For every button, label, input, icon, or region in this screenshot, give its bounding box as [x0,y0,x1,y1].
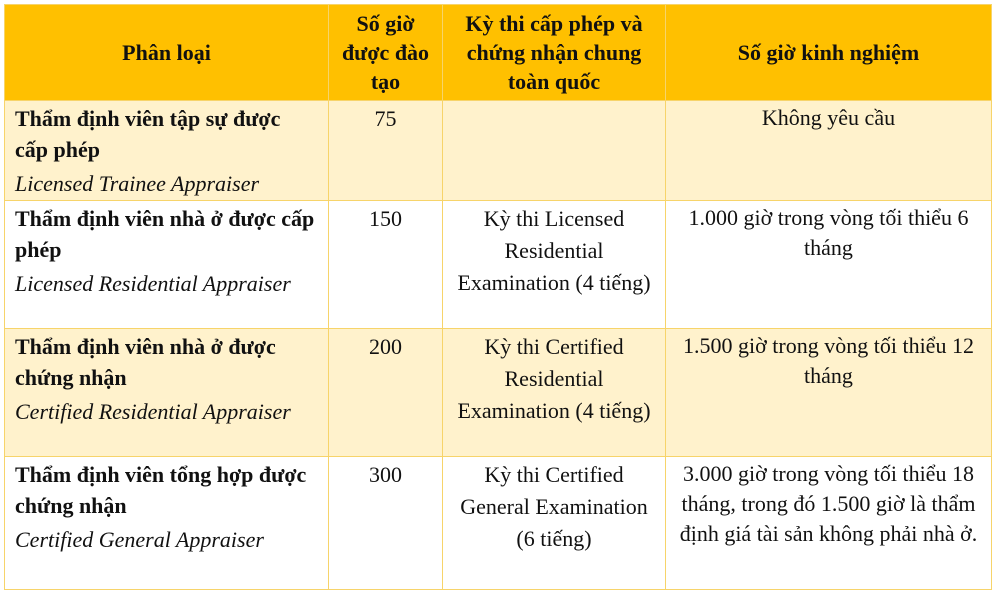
category-vn: Thẩm định viên tập sự được cấp phép [15,106,281,162]
table-row [5,329,992,457]
table-row [5,201,992,329]
experience-cell: Không yêu cầu [666,101,992,201]
category-en: Licensed Residential Appraiser [15,271,291,296]
table-row [5,457,992,590]
category-cell [5,457,329,590]
appraiser-requirements-table [4,4,992,590]
category-cell [5,329,329,457]
category-vn: Thẩm định viên tổng hợp được chứng nhận [15,462,307,518]
header-category: Phân loại [5,5,329,101]
header-row [5,5,992,101]
header-training-hours: Số giờ được đào tạo [329,5,443,101]
category-en: Certified Residential Appraiser [15,399,291,424]
experience-cell: 1.500 giờ trong vòng tối thiểu 12 tháng [666,329,992,457]
category-cell [5,201,329,329]
exam-cell: Kỳ thi Certified General Examination (6 tiếng) [443,457,666,590]
exam-cell: Kỳ thi Certified Residential Examination (4 tiếng) [443,329,666,457]
table-row [5,101,992,201]
category-vn: Thẩm định viên nhà ở được cấp phép [15,206,315,262]
experience-cell: 1.000 giờ trong vòng tối thiểu 6 tháng [666,201,992,329]
category-vn: Thẩm định viên nhà ở được chứng nhận [15,334,276,390]
exam-cell [443,101,666,201]
category-en: Certified General Appraiser [15,527,264,552]
category-en: Licensed Trainee Appraiser [15,171,260,196]
exam-cell: Kỳ thi Licensed Residential Examination (4 tiếng) [443,201,666,329]
training-hours-cell: 150 [329,201,443,329]
header-experience-hours: Số giờ kinh nghiệm [666,5,992,101]
training-hours-cell: 75 [329,101,443,201]
training-hours-cell: 300 [329,457,443,590]
training-hours-cell: 200 [329,329,443,457]
category-cell [5,101,329,201]
header-exam: Kỳ thi cấp phép và chứng nhận chung toàn quốc [443,5,666,101]
experience-cell: 3.000 giờ trong vòng tối thiểu 18 tháng, trong đó 1.500 giờ là thẩm định giá tài sản không phải nhà ở. [666,457,992,590]
